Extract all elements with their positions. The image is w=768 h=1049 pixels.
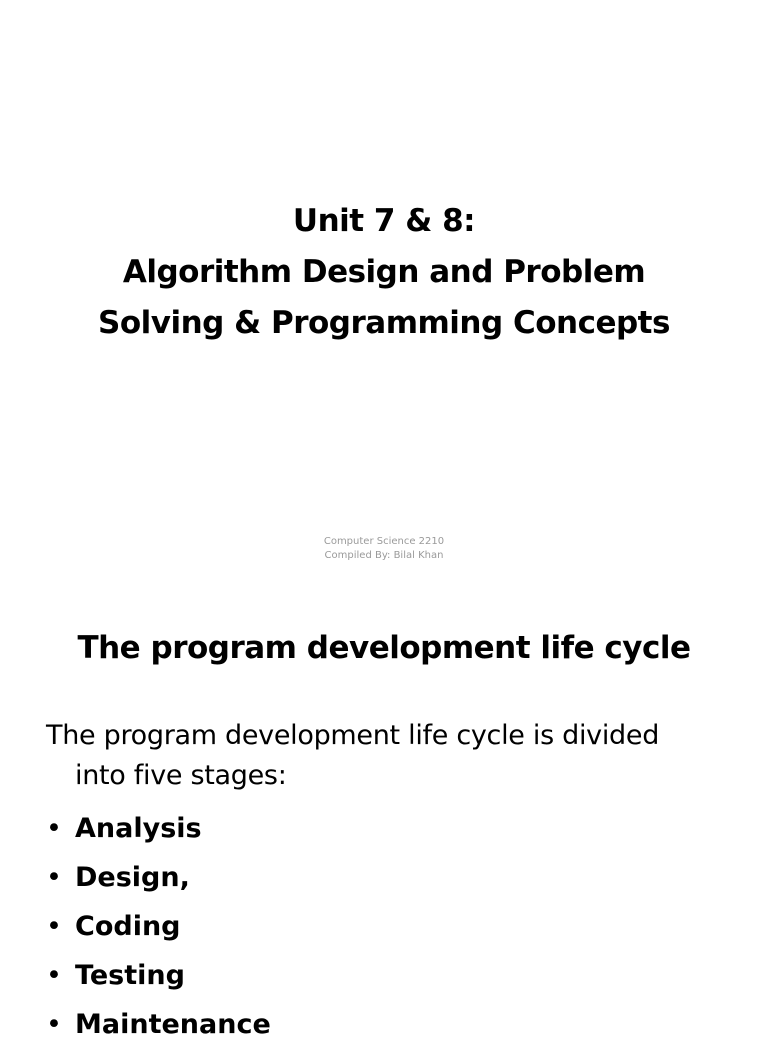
bullet-icon: •: [46, 960, 62, 991]
stage-label: Maintenance: [75, 1009, 271, 1040]
stage-list: [46, 804, 271, 1049]
author-credit: Compiled By: Bilal Khan: [324, 550, 444, 561]
bullet-icon: •: [46, 1009, 62, 1040]
stage-label: Design,: [75, 862, 190, 893]
stage-label: Analysis: [75, 813, 202, 844]
bullet-icon: •: [46, 911, 62, 942]
content-slide: [0, 576, 768, 1040]
title-line: Solving & Programming Concepts: [98, 305, 670, 341]
stage-label: Testing: [75, 960, 185, 991]
stage-item: [46, 804, 271, 853]
bullet-icon: •: [46, 813, 62, 844]
stage-item: [46, 1000, 271, 1049]
intro-line: The program development life cycle is divided: [46, 720, 660, 751]
stage-item: [46, 853, 271, 902]
title-line: Algorithm Design and Problem: [122, 254, 646, 290]
title-line: Unit 7 & 8:: [292, 203, 476, 239]
course-code: Computer Science 2210: [323, 536, 445, 547]
intro-paragraph: [46, 716, 736, 796]
slide-subtitle: [0, 535, 768, 563]
slide-heading: The program development life cycle: [77, 630, 691, 666]
slide-title: [0, 196, 768, 349]
stage-item: [46, 951, 271, 1000]
stage-item: [46, 902, 271, 951]
bullet-icon: •: [46, 862, 62, 893]
intro-line: into five stages:: [75, 760, 287, 791]
stage-label: Coding: [75, 911, 181, 942]
